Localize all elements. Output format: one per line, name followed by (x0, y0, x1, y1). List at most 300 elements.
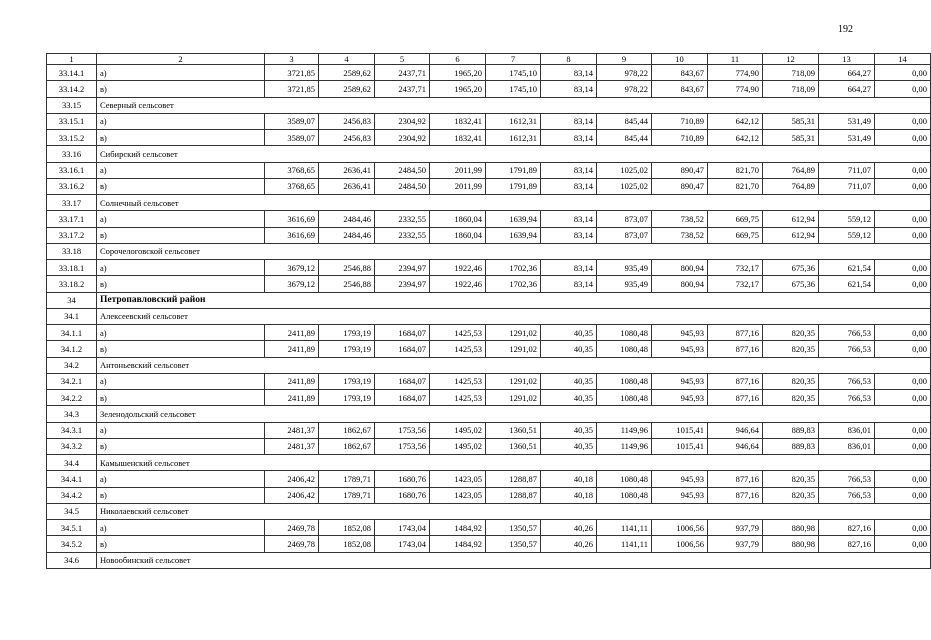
row-code: 33.18.1 (47, 260, 97, 276)
section-row (47, 292, 931, 308)
value-cell: 2484,50 (375, 162, 430, 178)
value-cell: 937,79 (708, 520, 763, 536)
value-cell: 40,35 (541, 438, 597, 454)
value-cell: 3616,69 (265, 227, 319, 243)
value-cell: 1141,11 (597, 520, 652, 536)
value-cell: 612,94 (763, 211, 819, 227)
section-title: Петропавловский район (97, 292, 931, 308)
table-row (47, 487, 931, 503)
value-cell: 2469,78 (265, 520, 319, 536)
section-title: Антоньевский сельсовет (97, 357, 931, 373)
value-cell: 1360,51 (486, 422, 541, 438)
value-cell: 2636,41 (319, 178, 375, 194)
value-cell: 1015,41 (652, 422, 708, 438)
value-cell: 1743,04 (375, 536, 430, 552)
section-row (47, 97, 931, 113)
row-label: а) (97, 260, 265, 276)
value-cell: 1832,41 (430, 130, 486, 146)
value-cell: 669,75 (708, 227, 763, 243)
value-cell: 1025,02 (597, 178, 652, 194)
value-cell: 774,90 (708, 65, 763, 81)
row-label: а) (97, 325, 265, 341)
section-row (47, 455, 931, 471)
value-cell: 889,83 (763, 438, 819, 454)
value-cell: 3616,69 (265, 211, 319, 227)
row-label: а) (97, 520, 265, 536)
value-cell: 873,07 (597, 211, 652, 227)
value-cell: 83,14 (541, 130, 597, 146)
row-code: 33.14.2 (47, 81, 97, 97)
table-row (47, 325, 931, 341)
value-cell: 820,35 (763, 487, 819, 503)
column-number-cell: 6 (430, 54, 486, 65)
row-label: в) (97, 227, 265, 243)
value-cell: 710,89 (652, 113, 708, 129)
section-row (47, 406, 931, 422)
row-label: в) (97, 276, 265, 292)
value-cell: 621,54 (819, 276, 875, 292)
value-cell: 877,16 (708, 487, 763, 503)
value-cell: 0,00 (875, 471, 931, 487)
value-cell: 766,53 (819, 487, 875, 503)
column-number-cell: 10 (652, 54, 708, 65)
table-row (47, 422, 931, 438)
value-cell: 710,89 (652, 130, 708, 146)
value-cell: 738,52 (652, 211, 708, 227)
value-cell: 945,93 (652, 390, 708, 406)
value-cell: 83,14 (541, 260, 597, 276)
value-cell: 1862,67 (319, 438, 375, 454)
value-cell: 718,09 (763, 65, 819, 81)
value-cell: 0,00 (875, 276, 931, 292)
value-cell: 675,36 (763, 260, 819, 276)
row-code: 34 (47, 292, 97, 308)
value-cell: 0,00 (875, 211, 931, 227)
value-cell: 764,89 (763, 178, 819, 194)
value-cell: 877,16 (708, 341, 763, 357)
value-cell: 2011,99 (430, 178, 486, 194)
value-cell: 880,98 (763, 520, 819, 536)
value-cell: 1922,46 (430, 260, 486, 276)
value-cell: 1702,36 (486, 260, 541, 276)
table-row (47, 81, 931, 97)
value-cell: 40,35 (541, 341, 597, 357)
value-cell: 559,12 (819, 227, 875, 243)
value-cell: 585,31 (763, 113, 819, 129)
row-label: в) (97, 81, 265, 97)
value-cell: 1680,76 (375, 487, 430, 503)
value-cell: 1793,19 (319, 341, 375, 357)
value-cell: 83,14 (541, 178, 597, 194)
value-cell: 2456,83 (319, 130, 375, 146)
row-code: 34.3 (47, 406, 97, 422)
value-cell: 1922,46 (430, 276, 486, 292)
value-cell: 3679,12 (265, 260, 319, 276)
value-cell: 0,00 (875, 536, 931, 552)
value-cell: 2456,83 (319, 113, 375, 129)
column-number-cell: 5 (375, 54, 430, 65)
value-cell: 1423,05 (430, 487, 486, 503)
row-code: 33.17.2 (47, 227, 97, 243)
value-cell: 0,00 (875, 260, 931, 276)
value-cell: 3589,07 (265, 113, 319, 129)
row-code: 33.17.1 (47, 211, 97, 227)
row-label: а) (97, 162, 265, 178)
value-cell: 1149,96 (597, 438, 652, 454)
value-cell: 821,70 (708, 178, 763, 194)
value-cell: 1350,57 (486, 520, 541, 536)
value-cell: 877,16 (708, 373, 763, 389)
value-cell: 1680,76 (375, 471, 430, 487)
value-cell: 2304,92 (375, 113, 430, 129)
value-cell: 83,14 (541, 211, 597, 227)
row-label: в) (97, 438, 265, 454)
value-cell: 1860,04 (430, 211, 486, 227)
value-cell: 1612,31 (486, 113, 541, 129)
value-cell: 945,93 (652, 373, 708, 389)
row-label: в) (97, 130, 265, 146)
row-code: 34.3.2 (47, 438, 97, 454)
value-cell: 1141,11 (597, 536, 652, 552)
table-row (47, 113, 931, 129)
value-cell: 3768,65 (265, 178, 319, 194)
section-row (47, 503, 931, 519)
value-cell: 873,07 (597, 227, 652, 243)
value-cell: 0,00 (875, 438, 931, 454)
value-cell: 0,00 (875, 81, 931, 97)
column-number-cell: 8 (541, 54, 597, 65)
value-cell: 1291,02 (486, 341, 541, 357)
value-cell: 1080,48 (597, 341, 652, 357)
row-label: а) (97, 373, 265, 389)
row-code: 33.14.1 (47, 65, 97, 81)
value-cell: 2546,88 (319, 260, 375, 276)
value-cell: 836,01 (819, 422, 875, 438)
value-cell: 945,93 (652, 325, 708, 341)
value-cell: 1291,02 (486, 373, 541, 389)
value-cell: 836,01 (819, 438, 875, 454)
column-number-cell: 13 (819, 54, 875, 65)
value-cell: 2437,71 (375, 65, 430, 81)
value-cell: 890,47 (652, 162, 708, 178)
value-cell: 1495,02 (430, 438, 486, 454)
value-cell: 1484,92 (430, 520, 486, 536)
value-cell: 845,44 (597, 113, 652, 129)
row-label: в) (97, 178, 265, 194)
value-cell: 945,93 (652, 341, 708, 357)
value-cell: 2411,89 (265, 325, 319, 341)
table-row (47, 162, 931, 178)
row-code: 34.5.1 (47, 520, 97, 536)
value-cell: 1743,04 (375, 520, 430, 536)
value-cell: 83,14 (541, 113, 597, 129)
value-cell: 1852,08 (319, 536, 375, 552)
value-cell: 0,00 (875, 373, 931, 389)
value-cell: 40,35 (541, 422, 597, 438)
value-cell: 621,54 (819, 260, 875, 276)
value-cell: 2394,97 (375, 260, 430, 276)
value-cell: 40,26 (541, 536, 597, 552)
value-cell: 1080,48 (597, 373, 652, 389)
value-cell: 1791,89 (486, 162, 541, 178)
value-cell: 0,00 (875, 227, 931, 243)
value-cell: 83,14 (541, 276, 597, 292)
value-cell: 2411,89 (265, 390, 319, 406)
value-cell: 3768,65 (265, 162, 319, 178)
value-cell: 1684,07 (375, 325, 430, 341)
value-cell: 1080,48 (597, 390, 652, 406)
value-cell: 83,14 (541, 227, 597, 243)
value-cell: 1015,41 (652, 438, 708, 454)
value-cell: 877,16 (708, 390, 763, 406)
value-cell: 820,35 (763, 471, 819, 487)
value-cell: 1832,41 (430, 113, 486, 129)
value-cell: 877,16 (708, 325, 763, 341)
section-title: Новообинский сельсовет (97, 552, 931, 568)
value-cell: 2394,97 (375, 276, 430, 292)
value-cell: 1753,56 (375, 438, 430, 454)
section-row (47, 195, 931, 211)
value-cell: 40,26 (541, 520, 597, 536)
value-cell: 2484,46 (319, 211, 375, 227)
value-cell: 559,12 (819, 211, 875, 227)
value-cell: 738,52 (652, 227, 708, 243)
value-cell: 2589,62 (319, 65, 375, 81)
row-label: а) (97, 471, 265, 487)
value-cell: 820,35 (763, 341, 819, 357)
value-cell: 585,31 (763, 130, 819, 146)
value-cell: 1291,02 (486, 325, 541, 341)
table-row (47, 438, 931, 454)
value-cell: 1291,02 (486, 390, 541, 406)
row-code: 33.16.2 (47, 178, 97, 194)
value-cell: 2411,89 (265, 341, 319, 357)
value-cell: 0,00 (875, 65, 931, 81)
value-cell: 1423,05 (430, 471, 486, 487)
table-row (47, 471, 931, 487)
value-cell: 2406,42 (265, 487, 319, 503)
value-cell: 2469,78 (265, 536, 319, 552)
value-cell: 2332,55 (375, 211, 430, 227)
value-cell: 1753,56 (375, 422, 430, 438)
row-code: 34.5 (47, 503, 97, 519)
value-cell: 732,17 (708, 276, 763, 292)
table-row (47, 520, 931, 536)
row-code: 34.4.2 (47, 487, 97, 503)
column-number-cell: 7 (486, 54, 541, 65)
table-row (47, 65, 931, 81)
value-cell: 890,47 (652, 178, 708, 194)
value-cell: 0,00 (875, 325, 931, 341)
row-label: а) (97, 211, 265, 227)
value-cell: 1791,89 (486, 178, 541, 194)
value-cell: 612,94 (763, 227, 819, 243)
column-number-cell: 12 (763, 54, 819, 65)
value-cell: 766,53 (819, 471, 875, 487)
column-number-cell: 4 (319, 54, 375, 65)
value-cell: 1965,20 (430, 81, 486, 97)
value-cell: 3589,07 (265, 130, 319, 146)
value-cell: 642,12 (708, 130, 763, 146)
value-cell: 675,36 (763, 276, 819, 292)
value-cell: 889,83 (763, 422, 819, 438)
section-title: Зеленодольский сельсовет (97, 406, 931, 422)
value-cell: 642,12 (708, 113, 763, 129)
row-label: в) (97, 390, 265, 406)
value-cell: 40,18 (541, 487, 597, 503)
value-cell: 1149,96 (597, 422, 652, 438)
value-cell: 2411,89 (265, 373, 319, 389)
value-cell: 1684,07 (375, 341, 430, 357)
row-code: 34.1.2 (47, 341, 97, 357)
value-cell: 664,27 (819, 65, 875, 81)
value-cell: 2484,46 (319, 227, 375, 243)
value-cell: 2011,99 (430, 162, 486, 178)
table-row (47, 178, 931, 194)
row-label: а) (97, 422, 265, 438)
table-row (47, 227, 931, 243)
value-cell: 0,00 (875, 520, 931, 536)
value-cell: 1793,19 (319, 390, 375, 406)
column-number-cell: 9 (597, 54, 652, 65)
row-label: а) (97, 113, 265, 129)
value-cell: 1862,67 (319, 422, 375, 438)
value-cell: 766,53 (819, 341, 875, 357)
value-cell: 1080,48 (597, 471, 652, 487)
row-code: 34.4 (47, 455, 97, 471)
section-row (47, 146, 931, 162)
value-cell: 1080,48 (597, 325, 652, 341)
value-cell: 83,14 (541, 65, 597, 81)
table-row (47, 211, 931, 227)
section-title: Сорочелоговской сельсовет (97, 243, 931, 259)
value-cell: 83,14 (541, 81, 597, 97)
column-number-cell: 3 (265, 54, 319, 65)
value-cell: 945,93 (652, 471, 708, 487)
table-row (47, 130, 931, 146)
row-code: 33.15.2 (47, 130, 97, 146)
value-cell: 0,00 (875, 162, 931, 178)
value-cell: 880,98 (763, 536, 819, 552)
column-number-row (47, 54, 931, 65)
value-cell: 945,93 (652, 487, 708, 503)
row-code: 33.15 (47, 97, 97, 113)
row-label: в) (97, 536, 265, 552)
value-cell: 1612,31 (486, 130, 541, 146)
value-cell: 766,53 (819, 390, 875, 406)
value-cell: 800,94 (652, 260, 708, 276)
value-cell: 1288,87 (486, 471, 541, 487)
value-cell: 2304,92 (375, 130, 430, 146)
value-cell: 664,27 (819, 81, 875, 97)
value-cell: 1684,07 (375, 373, 430, 389)
value-cell: 531,49 (819, 113, 875, 129)
value-cell: 946,64 (708, 438, 763, 454)
value-cell: 40,35 (541, 390, 597, 406)
value-cell: 1793,19 (319, 373, 375, 389)
value-cell: 2437,71 (375, 81, 430, 97)
column-number-cell: 1 (47, 54, 97, 65)
row-code: 34.2.2 (47, 390, 97, 406)
value-cell: 711,07 (819, 178, 875, 194)
table-row (47, 276, 931, 292)
value-cell: 2481,37 (265, 438, 319, 454)
value-cell: 3679,12 (265, 276, 319, 292)
row-code: 33.18 (47, 243, 97, 259)
value-cell: 843,67 (652, 81, 708, 97)
value-cell: 820,35 (763, 373, 819, 389)
table-row (47, 373, 931, 389)
value-cell: 732,17 (708, 260, 763, 276)
table-body (47, 54, 931, 569)
value-cell: 1006,56 (652, 520, 708, 536)
value-cell: 1639,94 (486, 227, 541, 243)
value-cell: 820,35 (763, 390, 819, 406)
value-cell: 843,67 (652, 65, 708, 81)
value-cell: 2484,50 (375, 178, 430, 194)
row-code: 33.15.1 (47, 113, 97, 129)
row-code: 33.17 (47, 195, 97, 211)
value-cell: 0,00 (875, 341, 931, 357)
value-cell: 877,16 (708, 471, 763, 487)
value-cell: 718,09 (763, 81, 819, 97)
value-cell: 820,35 (763, 325, 819, 341)
table-row (47, 390, 931, 406)
value-cell: 1425,53 (430, 325, 486, 341)
value-cell: 1852,08 (319, 520, 375, 536)
value-cell: 40,35 (541, 373, 597, 389)
value-cell: 0,00 (875, 422, 931, 438)
section-title: Алексеевский сельсовет (97, 308, 931, 324)
row-label: а) (97, 65, 265, 81)
value-cell: 2332,55 (375, 227, 430, 243)
section-title: Сибирский сельсовет (97, 146, 931, 162)
value-cell: 845,44 (597, 130, 652, 146)
row-code: 34.3.1 (47, 422, 97, 438)
row-code: 33.16 (47, 146, 97, 162)
row-code: 34.5.2 (47, 536, 97, 552)
value-cell: 0,00 (875, 487, 931, 503)
value-cell: 1789,71 (319, 487, 375, 503)
section-title: Солнечный сельсовет (97, 195, 931, 211)
value-cell: 2406,42 (265, 471, 319, 487)
value-cell: 1425,53 (430, 373, 486, 389)
value-cell: 1425,53 (430, 390, 486, 406)
value-cell: 2589,62 (319, 81, 375, 97)
value-cell: 2546,88 (319, 276, 375, 292)
value-cell: 1965,20 (430, 65, 486, 81)
row-code: 34.1.1 (47, 325, 97, 341)
column-number-cell: 11 (708, 54, 763, 65)
row-code: 34.4.1 (47, 471, 97, 487)
value-cell: 1080,48 (597, 487, 652, 503)
value-cell: 821,70 (708, 162, 763, 178)
value-cell: 40,35 (541, 325, 597, 341)
row-code: 34.1 (47, 308, 97, 324)
value-cell: 1789,71 (319, 471, 375, 487)
value-cell: 1745,10 (486, 81, 541, 97)
value-cell: 3721,85 (265, 65, 319, 81)
value-cell: 1684,07 (375, 390, 430, 406)
value-cell: 946,64 (708, 422, 763, 438)
value-cell: 1639,94 (486, 211, 541, 227)
row-label: в) (97, 341, 265, 357)
value-cell: 669,75 (708, 211, 763, 227)
value-cell: 2636,41 (319, 162, 375, 178)
value-cell: 1350,57 (486, 536, 541, 552)
value-cell: 935,49 (597, 276, 652, 292)
value-cell: 531,49 (819, 130, 875, 146)
